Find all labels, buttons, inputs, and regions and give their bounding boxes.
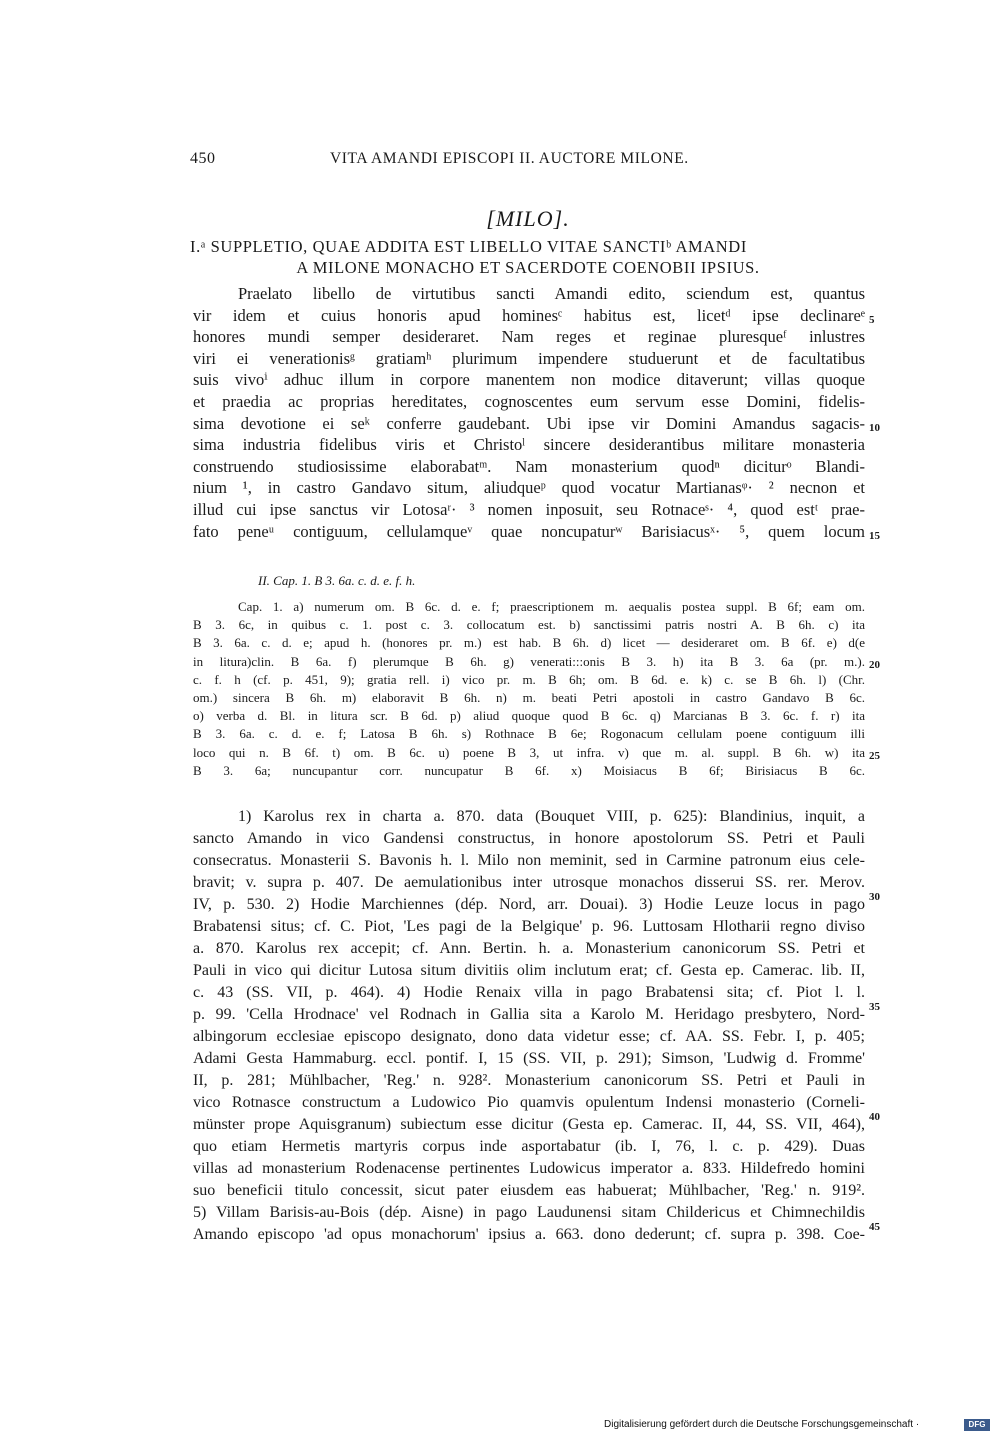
note-line: münster prope Aquisgranum) subiectum esse dicitur (Gesta ep. Camerac. II, 44, SS. VII, 464), <box>193 1116 865 1133</box>
page-number: 450 <box>190 150 216 167</box>
note-line: villas ad monasterium Rodenacense pertinentes Ludowicus imperator a. 833. Hildefredo homini <box>193 1160 865 1177</box>
note-line: II, p. 281; Mühlbacher, 'Reg.' n. 928². Monasterium canonicorum SS. Petri et Pauli in <box>193 1072 865 1089</box>
apparatus-siglum: II. Cap. 1. B 3. 6a. c. d. e. f. h. <box>258 573 416 588</box>
text-line: suis vivoⁱ adhuc illum in corpore manentem non modice ditaverunt; villas quoque <box>193 370 865 390</box>
apparatus-line: in litura)clin. B 6a. f) plerumque B 6h. g) venerati:::onis B 3. h) ita B 3. 6a (pr. m.). <box>193 653 865 669</box>
apparatus-line: c. f. h (cf. p. 451, 9); gratia rell. i) vico pr. m. B 6h; om. B 6d. e. k) c. se B 6h. l) (Chr. <box>193 671 865 687</box>
footnotes <box>193 806 880 1246</box>
apparatus-line: B 3. 6a. c. d. e; apud h. (honores pr. m.) est hab. B 6h. d) licet — desideraret om. B 6f. e) d(e <box>193 635 865 651</box>
apparatus-line: B 3. 6a; nuncupantur corr. nuncupatur B 6f. x) Moisiacus B 6f; Birisiacus B 6c. <box>193 762 865 778</box>
apparatus-line: Cap. 1. a) numerum om. B 6c. d. e. f; praescriptionem m. aequalis postea suppl. B 6f; eam om. <box>238 599 865 614</box>
note-line: quo etiam Hermetis martyris corpus inde asportabatur (ib. I, 76, l. c. p. 429). Duas <box>193 1138 865 1155</box>
note-line: Adami Gesta Hammaburg. eccl. pontif. I, 15 (SS. VII, p. 291); Simson, 'Ludwig d. Fromme' <box>193 1050 865 1067</box>
note-line: a. 870. Karolus rex accepit; cf. Ann. Bertin. h. a. Monasterium canonicorum SS. Petri et <box>193 940 865 957</box>
note-line: consecratus. Monasterii S. Bavonis h. l. Milo non meminit, sed in Carmine patronum eius cele- <box>193 852 865 869</box>
note-line: p. 99. 'Cella Hrodnace' vel Rodnach in Gallia sita a Karolo M. Heridago presbytero, Nord- <box>193 1006 865 1023</box>
note-line: sancto Amando in vico Gandensi constructus, in honore apostolorum SS. Petri et Pauli <box>193 830 865 847</box>
apparatus-line: B 3. 6c, in quibus c. 1. post c. 3. collocatum est. b) sanctissimi patris nostri A. B 6h. c) ita <box>193 617 865 633</box>
running-head: VITA AMANDI EPISCOPI II. AUCTORE MILONE. <box>330 150 689 167</box>
line-number: 5 <box>869 314 875 326</box>
text-line: sima devotione ei seᵏ conferre gaudebant. Ubi ipse vir Domini Amandus sagacis- <box>193 413 865 433</box>
page-header <box>190 150 866 172</box>
line-number: 25 <box>869 750 880 762</box>
text-line: nium ¹, in castro Gandavo situm, aliudqueᵖ quod vocatur Martianasᵠ· ² necnon et <box>193 478 865 498</box>
line-number: 35 <box>869 1001 880 1013</box>
critical-apparatus <box>193 598 880 780</box>
note-line: c. 43 (SS. VII, p. 464). 4) Hodie Renaix villa in pago Brabatensi sita; cf. Piot l. l. <box>193 984 865 1001</box>
text-line: honores mundi semper desideraret. Nam reges et reginae pluresqueᶠ inlustres <box>193 327 865 347</box>
line-number: 20 <box>869 659 880 671</box>
text-line: construendo studiosissime elaborabatᵐ. Nam monasterium quodⁿ diciturᵒ Blandi- <box>193 456 865 476</box>
text-line: et praedia ac proprias hereditates, cognoscentes eum servum esse Domini, fidelis- <box>193 391 865 411</box>
text-line: vir idem et cuius honoris apud hominesᶜ habitus est, licetᵈ ipse declinareᵉ <box>193 305 865 325</box>
section-heading-line-1: I.ᵃ SUPPLETIO, QUAE ADDITA EST LIBELLO VITAE SANCTIᵇ AMANDI <box>190 237 747 256</box>
note-line: 5) Villam Barisis-au-Bois (dép. Aisne) in pago Laudunensi sitam Childericus et Chimnechildis <box>193 1204 865 1221</box>
milo-heading: [MILO]. <box>486 206 570 231</box>
text-line: fato peneᵘ contiguum, cellulamqueᵛ quae noncupaturʷ Barisiacusˣ· ⁵, quem locum <box>193 521 865 541</box>
line-number: 15 <box>869 530 880 542</box>
note-line: Brabatensi situs; cf. C. Piot, 'Les pagi de la Belgique' p. 96. Luttosam Hlotharii regno diviso <box>193 918 865 935</box>
main-text <box>193 283 880 542</box>
line-number: 45 <box>869 1221 880 1233</box>
note-line: albingorum ecclesiae episcopo designato, dono data videtur esse; cf. AA. SS. Febr. I, p. 405; <box>193 1028 865 1045</box>
apparatus-line: o) verba d. Bl. in litura scr. B 6d. p) aliud quoque quod B 6c. q) Marcianas B 3. 6c. f. r) ita <box>193 708 865 724</box>
line-number: 30 <box>869 891 880 903</box>
apparatus-line: loco qui n. B 6f. t) om. B 6c. u) poene B 3, ut infra. v) que m. al. suppl. B 6h. w) ita <box>193 744 865 760</box>
note-line: bravit; v. supra p. 407. De aemulationibus inter utrosque monachos disserui SS. rer. Merov. <box>193 874 865 891</box>
text-line: illud cui ipse sanctus vir Lotosaʳ· ³ nomen inposuit, seu Rotnaceˢ· ⁴, quod estᵗ prae- <box>193 499 865 519</box>
text-line: sima industria fidelibus viris et Christoˡ sincere desiderantibus militare monasteria <box>193 435 865 455</box>
section-heading <box>190 236 866 278</box>
note-line: IV, p. 530. 2) Hodie Marchiennes (dép. Nord, arr. Douai). 3) Hodie Leuze locus in pago <box>193 896 865 913</box>
section-heading-line-2: A MILONE MONACHO ET SACERDOTE COENOBII IPSIUS. <box>296 258 760 277</box>
note-line: suo beneficii titulo concessit, sicut pater eiusdem eas habuerat; Mühlbacher, 'Reg.' n. 919². <box>193 1182 865 1199</box>
note-line: vico Rotnasce constructum a Ludowico Pio quamvis opulentum Indensi monasterio (Corneli- <box>193 1094 865 1111</box>
dfg-logo-icon: DFG <box>964 1419 990 1431</box>
digitization-credit: Digitalisierung gefördert durch die Deutsche Forschungsgemeinschaft · <box>604 1419 920 1430</box>
text-line: viri ei venerationisᵍ gratiamʰ plurimum impendere studuerunt et de facultatibus <box>193 348 865 368</box>
note-line: Pauli in vico qui dicitur Lutosa situm divitiis olim inclutum erat; cf. Gesta ep. Camerac. lib. II, <box>193 962 865 979</box>
apparatus-line: om.) sincera B 6h. m) elaboravit B 6h. n) m. beati Petri apostoli in castro Gandavo B 6c. <box>193 689 865 705</box>
text-line: Praelato libello de virtutibus sancti Amandi edito, sciendum est, quantus <box>238 284 865 303</box>
note-line: Amando episcopo 'ad opus monachorum' ipsius a. 663. dono dederunt; cf. supra p. 398. Coe- <box>193 1226 865 1243</box>
note-line: 1) Karolus rex in charta a. 870. data (Bouquet VIII, p. 625): Blandinius, inquit, a <box>238 808 865 825</box>
line-number: 10 <box>869 422 880 434</box>
apparatus-line: B 3. 6a. c. d. e. f; Latosa B 6h. s) Rothnace B 6e; Rogonacum cellulam poene contiguum illi <box>193 726 865 742</box>
line-number: 40 <box>869 1111 880 1123</box>
